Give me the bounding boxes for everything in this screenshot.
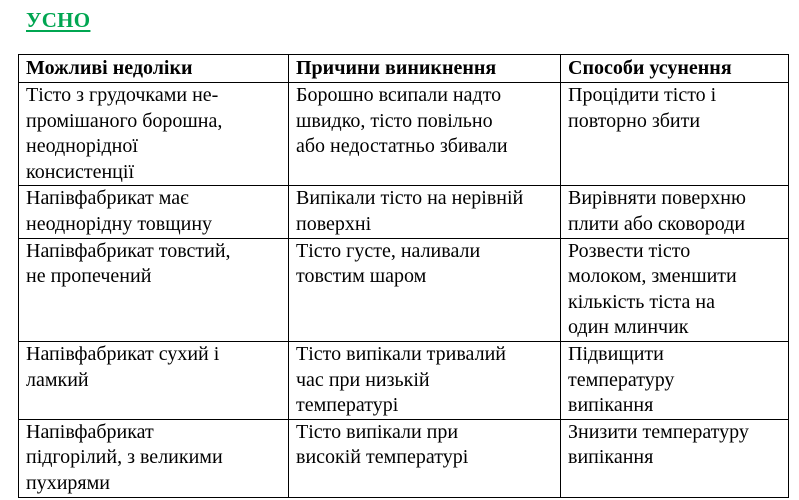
cell-text: Розвести тісто молоком, зменшити кількість тіста на один млинчик — [568, 239, 737, 339]
table-cell-cause — [289, 238, 561, 341]
cell-text: Тісто випікали при високій температурі — [296, 420, 469, 469]
table-cell-remedy — [561, 341, 789, 419]
table-cell-remedy — [561, 186, 789, 238]
cell-text: Підвищити температуру випікання — [568, 342, 675, 417]
cell-text: Напівфабрикат має неоднорідну товщину — [26, 187, 213, 235]
column-header-defects: Можливі недоліки — [19, 55, 289, 83]
table-cell-defect — [19, 419, 289, 497]
cell-text: Напівфабрикат товстий, не пропечений — [26, 239, 231, 288]
table-cell-remedy — [561, 83, 789, 186]
cell-text: Тісто випікали тривалий час при низькій температурі — [296, 342, 506, 417]
cell-text: Вирівняти поверхню плити або сковороди — [568, 187, 746, 235]
section-heading: УСНО — [26, 8, 91, 32]
table-cell-defect — [19, 238, 289, 341]
cell-text: Процідити тісто і повторно збити — [568, 84, 717, 132]
cell-text: Борошно всипали надто швидко, тісто повільно або недостатньо збивали — [296, 84, 508, 158]
table-cell-defect — [19, 341, 289, 419]
table-header-row — [19, 55, 789, 83]
cell-text: Напівфабрикат сухий і ламкий — [26, 342, 220, 391]
table-row — [19, 186, 789, 238]
cell-text: Знизити температуру випікання — [568, 420, 749, 469]
table-row — [19, 419, 789, 497]
table-cell-remedy — [561, 419, 789, 497]
table-row — [19, 83, 789, 186]
table-row — [19, 341, 789, 419]
table-cell-cause — [289, 83, 561, 186]
cell-text: Напівфабрикат підгорілий, з великими пухирями — [26, 420, 223, 494]
cell-text: Тісто з грудочками не- промішаного борошна, неоднорідної консистенції — [26, 84, 223, 183]
column-header-remedies: Способи усунення — [561, 55, 789, 83]
column-header-causes: Причини виникнення — [289, 55, 561, 83]
defects-table — [18, 54, 789, 498]
table-row — [19, 238, 789, 341]
table-cell-defect — [19, 186, 289, 238]
table-cell-cause — [289, 186, 561, 238]
table-cell-cause — [289, 341, 561, 419]
cell-text: Випікали тісто на нерівній поверхні — [296, 187, 524, 235]
cell-text: Тісто густе, наливали товстим шаром — [296, 239, 481, 288]
table-cell-remedy — [561, 238, 789, 341]
table-cell-defect — [19, 83, 289, 186]
table-cell-cause — [289, 419, 561, 497]
